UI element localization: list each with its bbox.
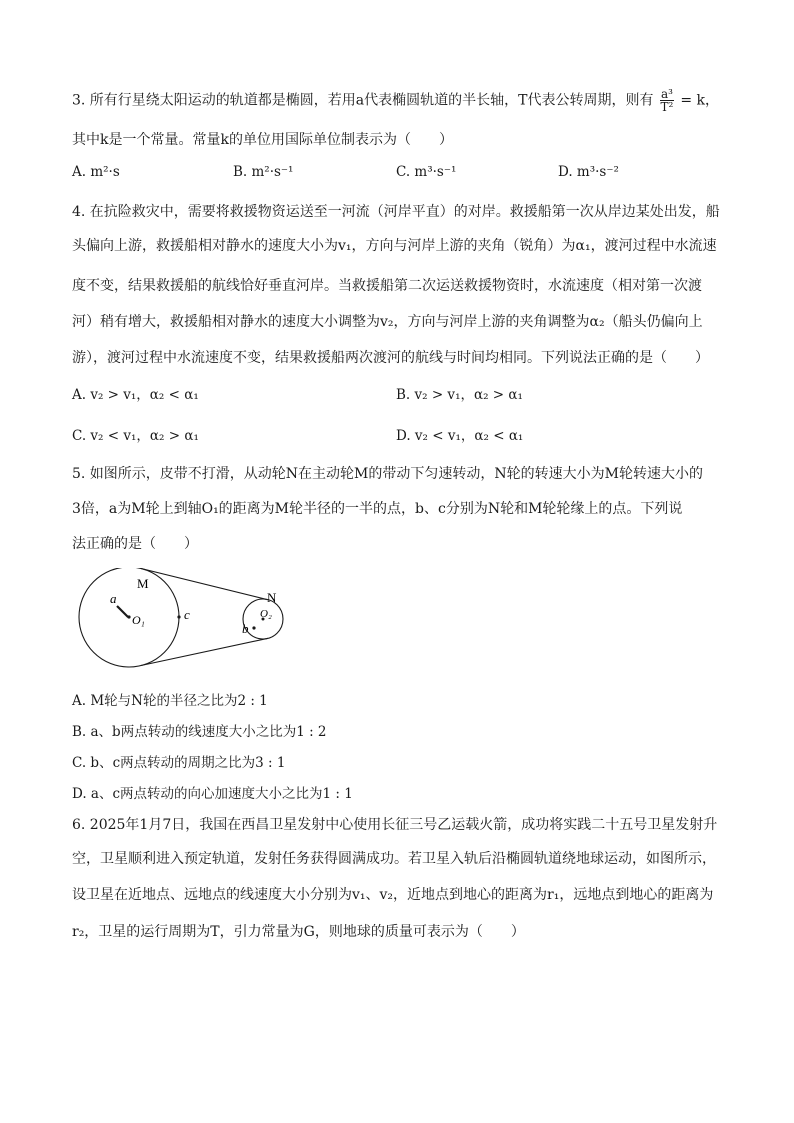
- q6-line-3: 设卫星在近地点、远地点的线速度大小分别为v₁、v₂，近地点到地心的距离为r₁，远地点到地心的距离为: [72, 887, 714, 903]
- q4-line-4: 河）稍有增大，救援船相对静水的速度大小调整为v₂，方向与河岸上游的夹角调整为α₂（船头仍偏向上: [72, 314, 703, 330]
- q3-option-a: A. m²·s: [72, 164, 120, 180]
- label-o2: O₂: [260, 608, 272, 620]
- q3-line-2: 其中k是一个常量。常量k的单位用国际单位制表示为（ ）: [72, 132, 453, 148]
- q3-fraction-denominator: T²: [660, 100, 674, 114]
- q5-option-d: D. a、c两点转动的向心加速度大小之比为1 : 1: [72, 786, 353, 802]
- q5-option-a: A. M轮与N轮的半径之比为2 : 1: [72, 693, 268, 709]
- q5-line-1: 5. 如图所示，皮带不打滑，从动轮N在主动轮M的带动下匀速转动，N轮的转速大小为M轮转速大小的: [72, 466, 703, 482]
- q5-option-c: C. b、c两点转动的周期之比为3 : 1: [72, 755, 286, 771]
- label-o1: O₁: [132, 613, 145, 627]
- label-b: b: [242, 621, 249, 636]
- belt-pulley-figure: [75, 568, 295, 678]
- point-c: [177, 615, 180, 618]
- q3-option-b: B. m²·s⁻¹: [233, 164, 294, 180]
- radius-a-o1: [117, 606, 128, 617]
- q3-option-c: C. m³·s⁻¹: [396, 164, 457, 180]
- q4-option-d: D. v₂ < v₁，α₂ < α₁: [396, 428, 524, 444]
- belt-lower: [141, 638, 268, 665]
- q4-option-c: C. v₂ < v₁，α₂ > α₁: [72, 428, 199, 444]
- label-n: N: [267, 590, 277, 605]
- q4-line-1: 4. 在抗险救灾中，需要将救援物资运送至一河流（河岸平直）的对岸。救援船第一次从岸边某处出发，船: [72, 204, 720, 220]
- q3-fraction-numerator: a³: [660, 87, 673, 101]
- q5-option-b: B. a、b两点转动的线速度大小之比为1 : 2: [72, 724, 327, 740]
- point-b: [252, 626, 255, 629]
- label-c: c: [184, 607, 190, 622]
- q4-option-b: B. v₂ > v₁，α₂ > α₁: [396, 387, 523, 403]
- q6-line-2: 空，卫星顺利进入预定轨道，发射任务获得圆满成功。若卫星入轨后沿椭圆轨道绕地球运动，如图所示，: [72, 851, 716, 867]
- label-a: a: [110, 591, 117, 606]
- q5-line-3: 法正确的是（ ）: [72, 536, 198, 552]
- label-m: M: [137, 576, 149, 591]
- q3-line-1: [72, 88, 719, 113]
- q4-line-3: 度不变，结果救援船的航线恰好垂直河岸。当救援船第二次运送救援物资时，水流速度（相对第一次渡: [72, 278, 702, 294]
- q6-line-4: r₂，卫星的运行周期为T，引力常量为G，则地球的质量可表示为（ ）: [72, 924, 525, 940]
- q3-option-d: D. m³·s⁻²: [558, 164, 619, 180]
- q4-line-5: 游），渡河过程中水流速度不变，结果救援船两次渡河的航线与时间均相同。下列说法正确的是（ ）: [72, 350, 709, 366]
- q3-fraction: [660, 88, 674, 113]
- q6-line-1: 6. 2025年1月7日，我国在西昌卫星发射中心使用长征三号乙运载火箭，成功将实践二十五号卫星发射升: [72, 817, 718, 833]
- q5-line-2: 3倍，a为M轮上到轴O₁的距离为M轮半径的一半的点，b、c分别为N轮和M轮轮缘上的点。下列说: [72, 501, 683, 517]
- belt-upper: [141, 569, 268, 600]
- point-o1: [127, 615, 130, 618]
- q3-formula-rhs: = k，: [680, 92, 720, 109]
- q3-line-1-text: 3. 所有行星绕太阳运动的轨道都是椭圆，若用a代表椭圆轨道的半长轴，T代表公转周期，则有: [72, 92, 654, 109]
- q4-option-a: A. v₂ > v₁，α₂ < α₁: [72, 387, 199, 403]
- q4-line-2: 头偏向上游，救援船相对静水的速度大小为v₁，方向与河岸上游的夹角（锐角）为α₁，渡河过程中水流速: [72, 238, 717, 254]
